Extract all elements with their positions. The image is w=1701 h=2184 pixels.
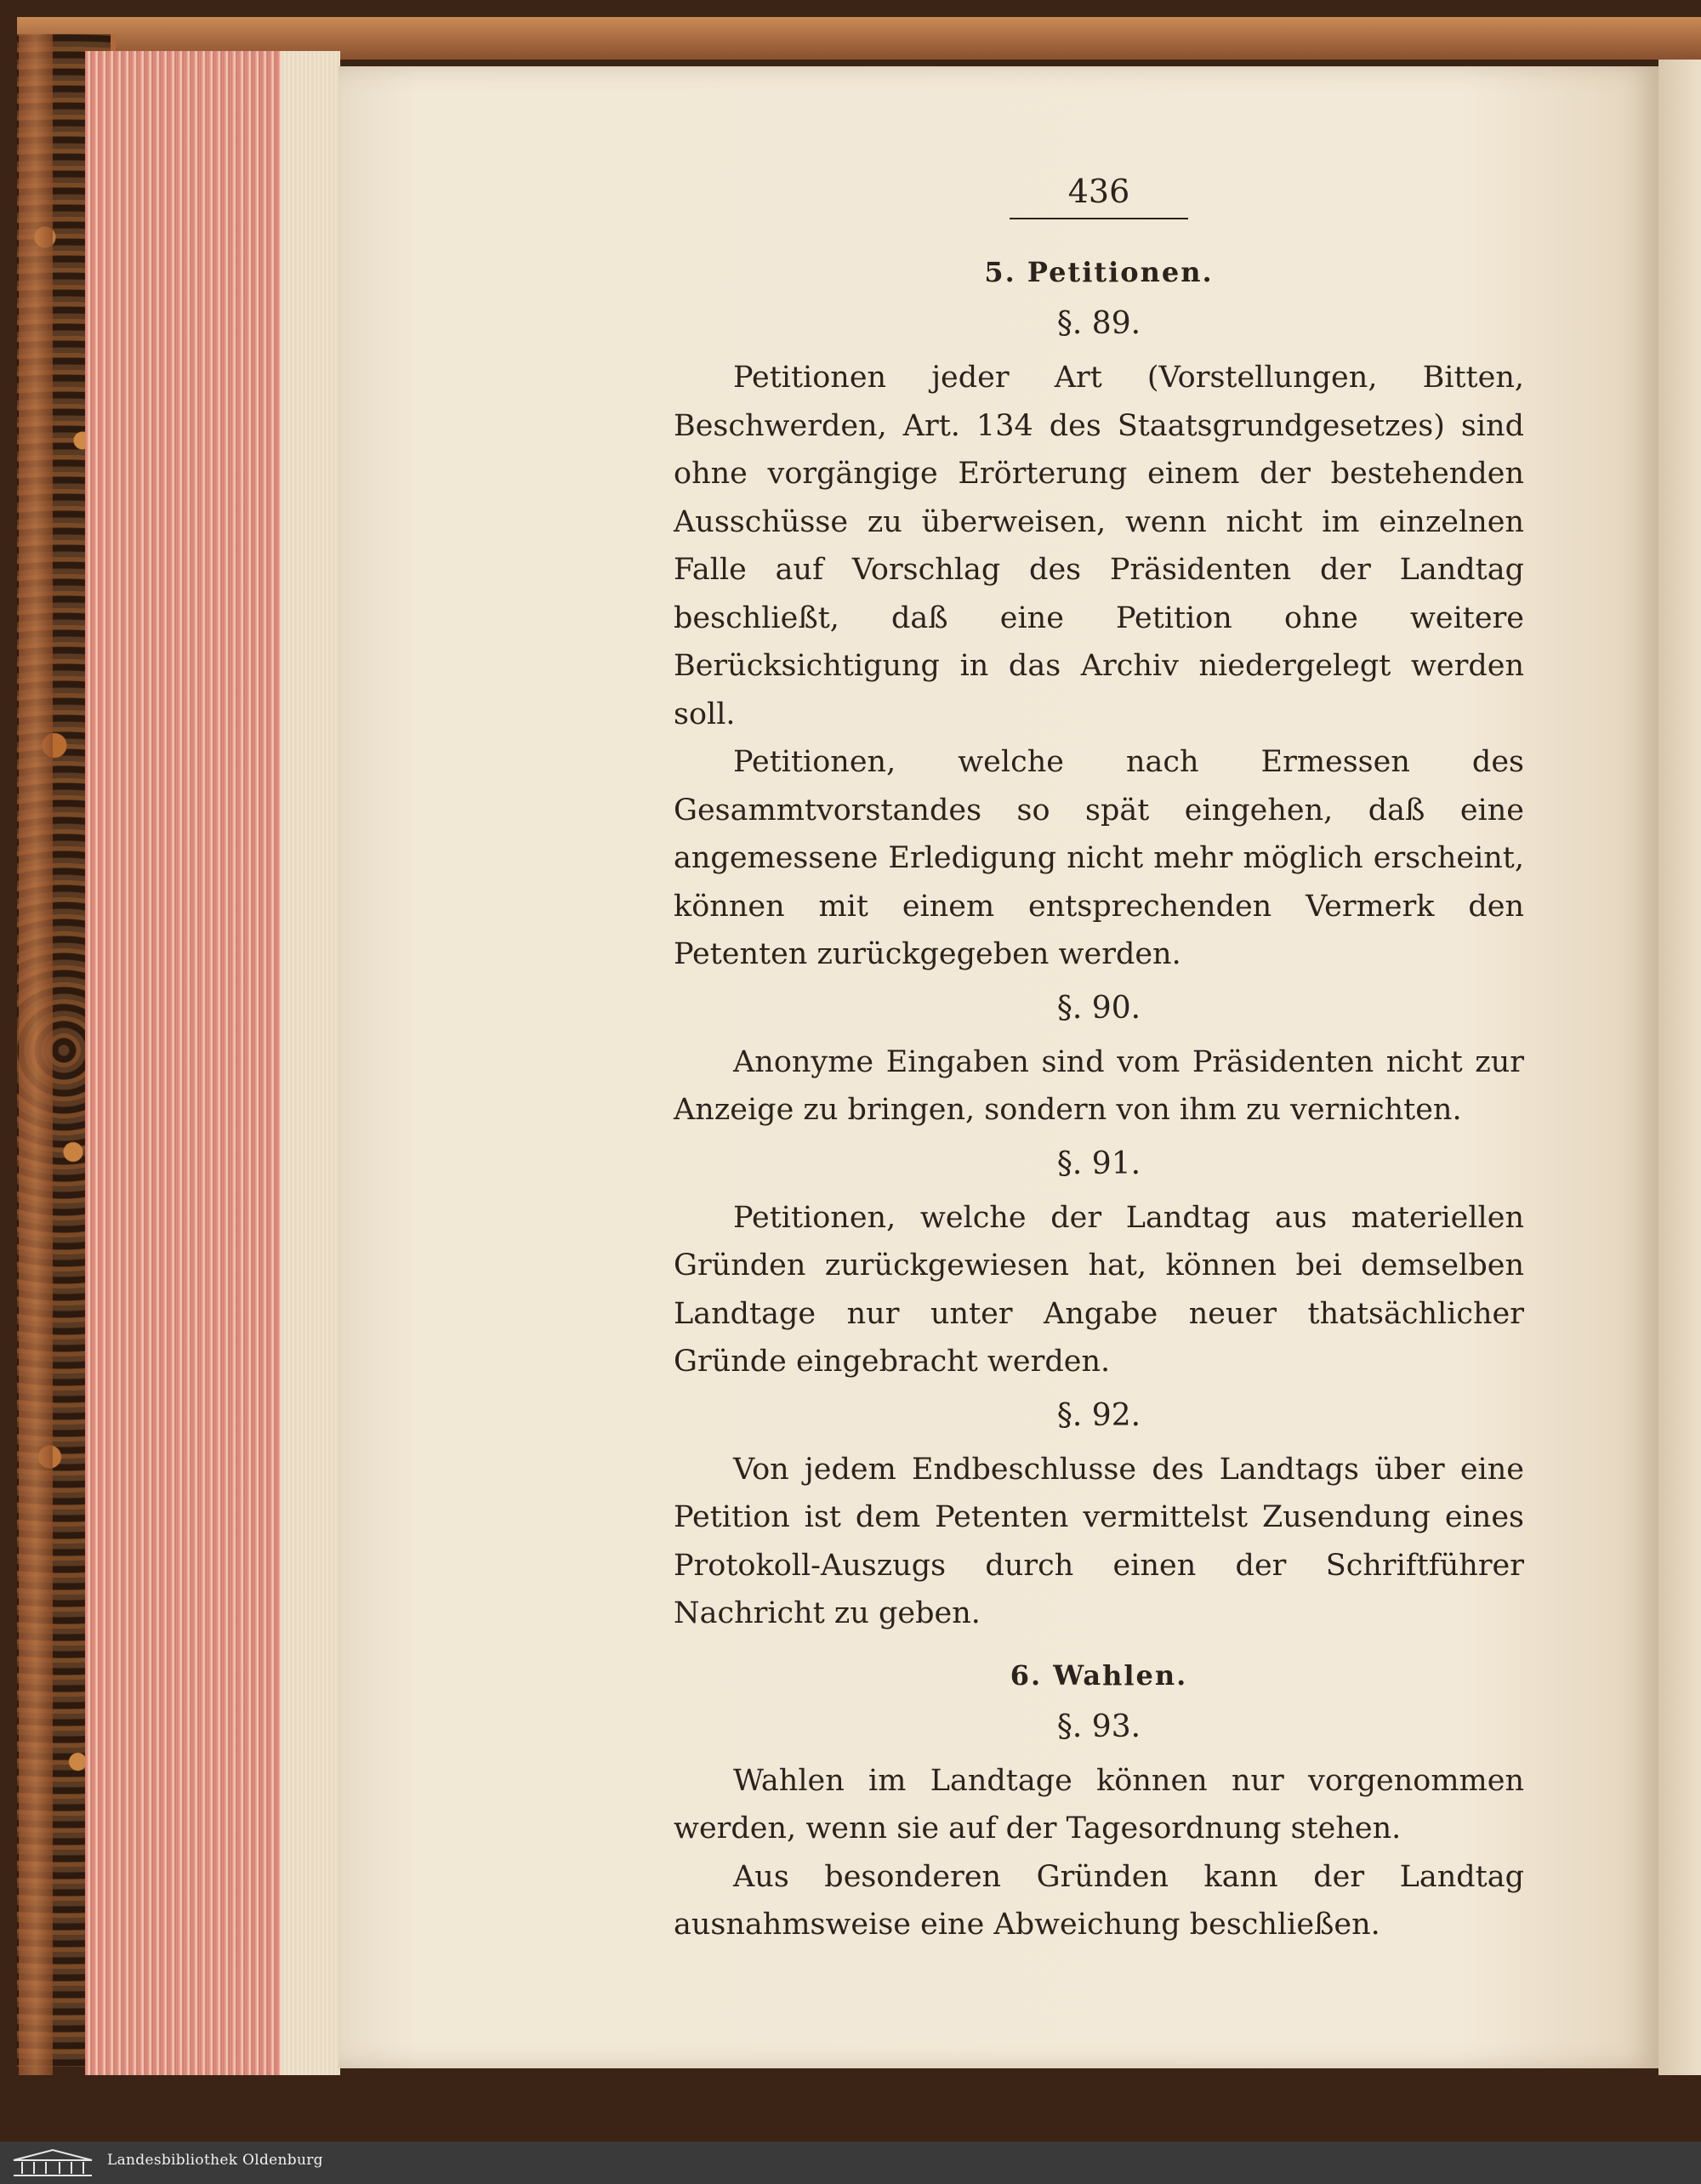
page-content [674,170,1524,1949]
paragraph: Aus besonderen Gründen kann der Landtag ausnahmsweise eine Abweichung beschließen. [674,1859,1524,1942]
library-logo-icon [10,2148,95,2179]
section-number: §. 93. [1056,1709,1141,1744]
paragraph: Petitionen jeder Art (Vorstellungen, Bitten, Beschwerden, Art. 134 des Staatsgrundgesetzes) sind ohne vorgängige Erörterung einem der bestehenden Ausschüsse zu überweisen, wenn nicht im einzelnen Falle auf Vorschlag des Präsidenten der Landtag beschließt, daß eine Petition ohne weitere Berücksichtigung in das Archiv niedergelegt werden soll. [674,361,1524,731]
section-number: §. 90. [1056,990,1141,1026]
paragraph: Anonyme Eingaben sind vom Präsidenten nicht zur Anzeige zu bringen, sondern von ihm zu vernichten. [674,1044,1524,1127]
section-number: §. 91. [1056,1146,1141,1181]
leather-spine-strip [19,34,53,2075]
paragraph: Von jedem Endbeschlusse des Landtags über eine Petition ist dem Petenten vermittelst Zusendung eines Protokoll-Auszugs durch einen der Schriftführer Nachricht zu geben. [674,1452,1524,1630]
section-number: §. 89. [1056,306,1141,341]
header-rule [1010,218,1188,219]
library-name: Landesbibliothek Oldenburg [107,2152,323,2169]
paragraph: Petitionen, welche der Landtag aus materiellen Gründen zurückgewiesen hat, können bei demselben Landtage nur unter Angabe neuer thatsächlicher Gründe eingebracht werden. [674,1200,1524,1379]
facing-page-edge [1658,60,1701,2075]
section-number: §. 92. [1056,1397,1141,1433]
page-edges-light [281,51,340,2075]
paragraph: Petitionen, welche nach Ermessen des Gesammtvorstandes so spät eingehen, daß eine angemessene Erledigung nicht mehr möglich erscheint, können mit einem entsprechenden Vermerk den Petenten zurückgegeben werden. [674,745,1524,971]
paragraph: Wahlen im Landtage können nur vorgenommen werden, wenn sie auf der Tagesordnung stehen. [674,1763,1524,1846]
chapter-heading: 5. Petitionen. [984,256,1214,288]
chapter-heading: 6. Wahlen. [1010,1658,1188,1692]
page-number: 436 [1067,173,1130,210]
